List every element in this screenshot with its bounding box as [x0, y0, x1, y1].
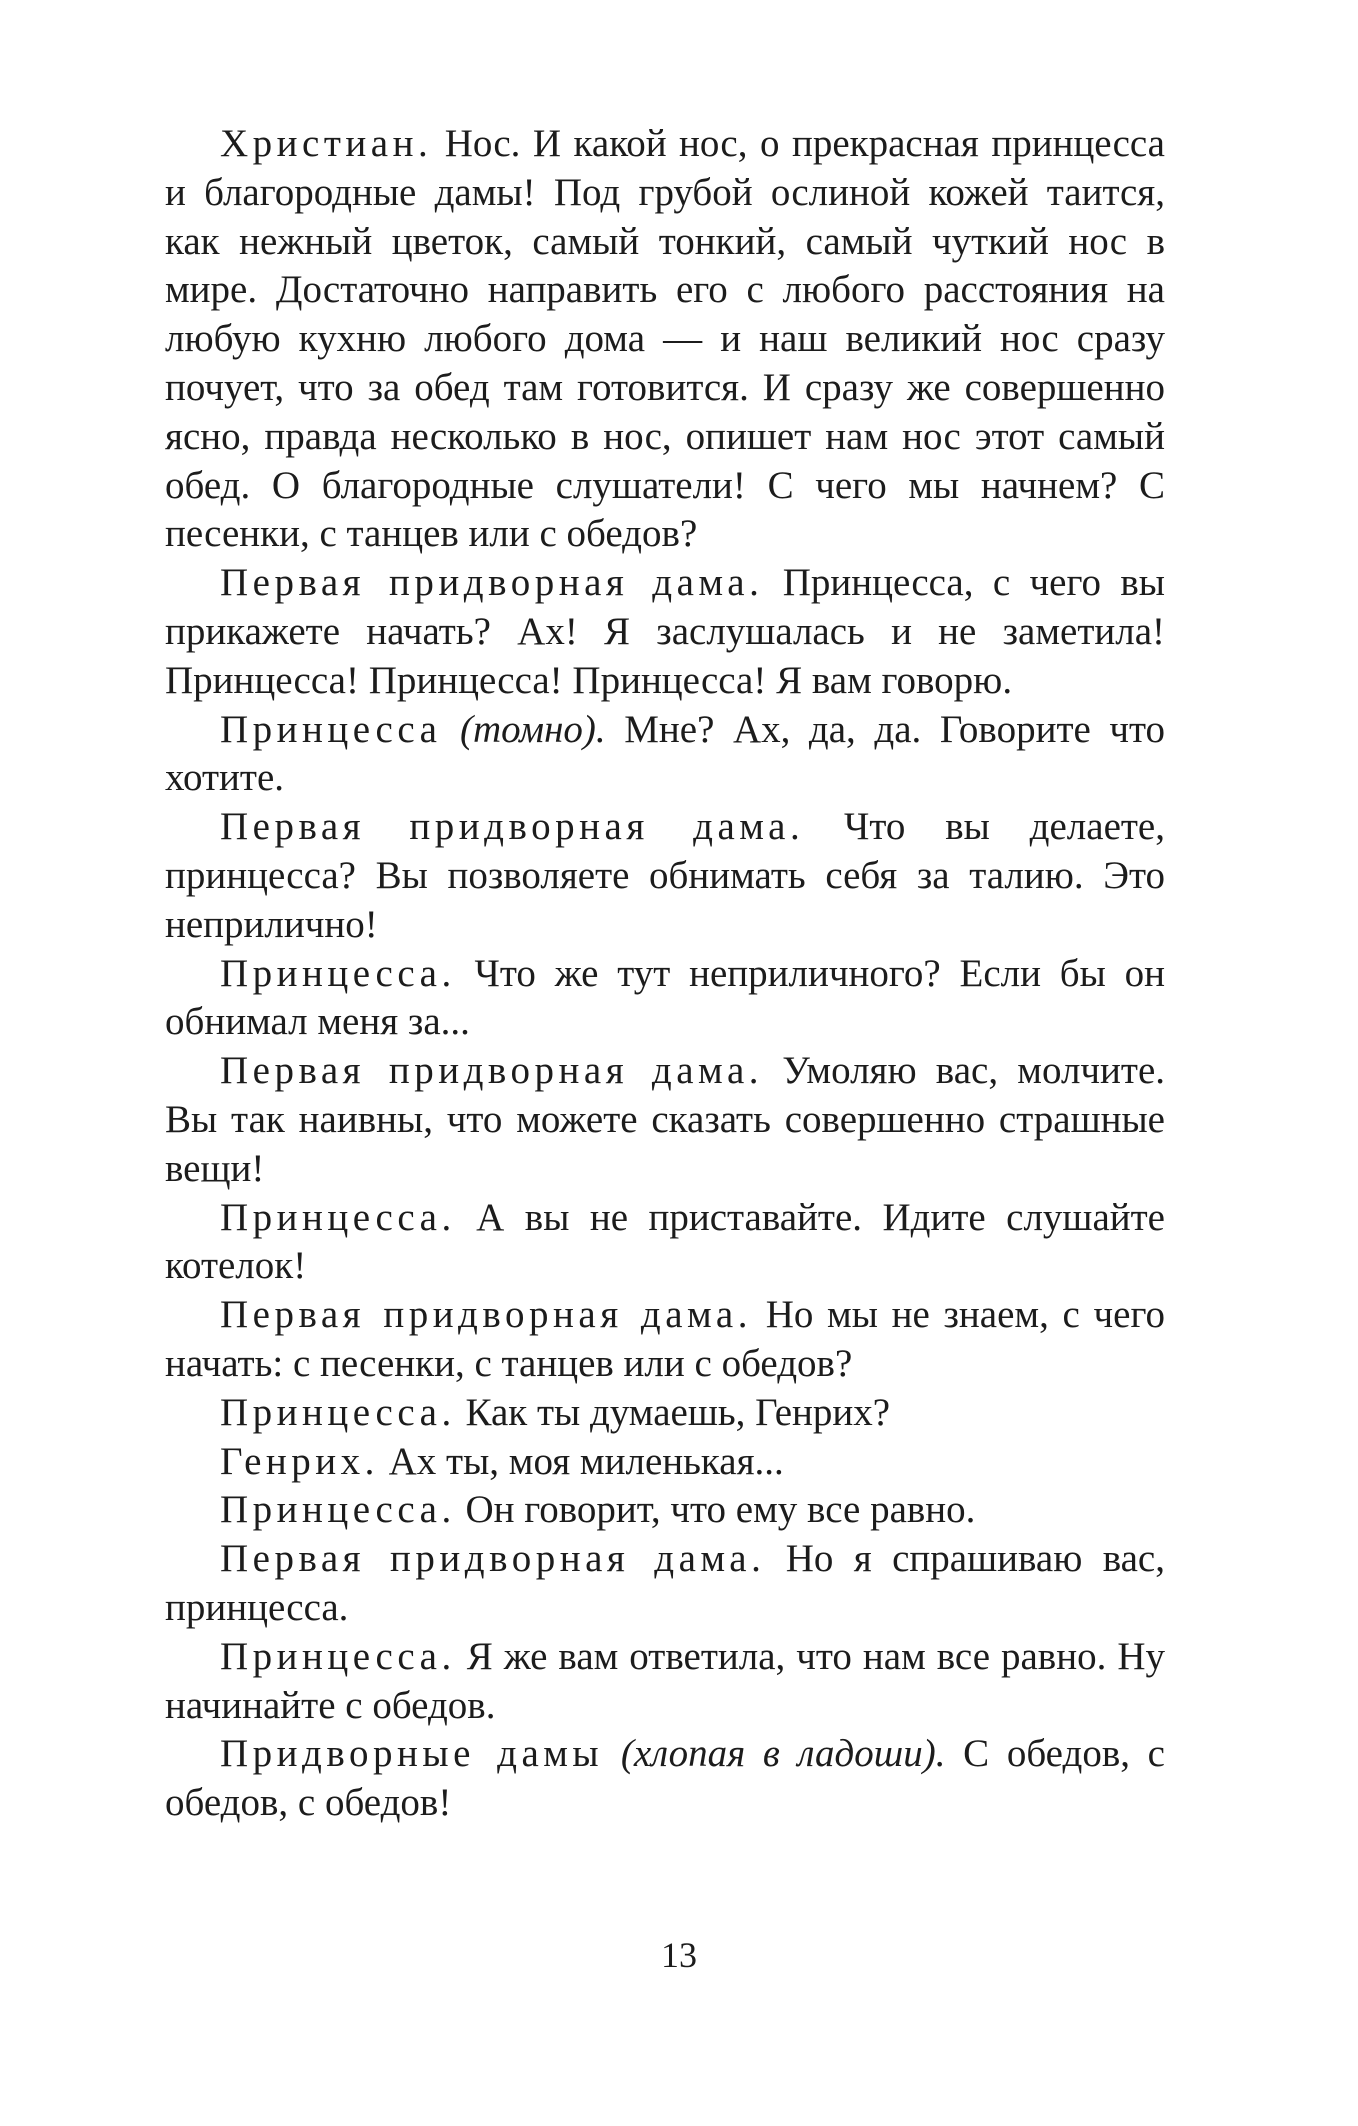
dialogue-text: Мне? Ах, да, да. Говорите что хотите.: [165, 707, 1166, 800]
dialogue-text: С обедов, с обедов, с обедов!: [165, 1732, 1165, 1825]
speaker-name: Христиан.: [220, 122, 433, 165]
paragraph: [165, 1389, 1165, 1438]
speaker-name: Принцесса.: [220, 1195, 456, 1239]
dialogue-text: Но мы не знаем, с чего начать: с песенки, с танцев или с обедов?: [165, 1293, 1165, 1385]
paragraph: [165, 1730, 1165, 1828]
page-text: [165, 120, 1165, 1828]
speaker-name: Принцесса.: [220, 1390, 456, 1434]
paragraph: [165, 1194, 1165, 1292]
paragraph: [165, 1486, 1165, 1535]
speaker-name: Принцесса: [220, 707, 442, 751]
dialogue-text: Принцесса, с чего вы прикажете начать? Ах! Я заслушалась и не заметила! Принцесса! Принцесса! Принцесса! Я вам говорю.: [165, 561, 1165, 702]
speaker-name: Первая придворная дама.: [220, 1293, 752, 1337]
dialogue-text: Я же вам ответила, что нам все равно. Ну начинайте с обедов.: [165, 1634, 1165, 1727]
dialogue-text: А вы не приставайте. Идите слушайте котелок!: [165, 1195, 1165, 1288]
stage-direction: (хлопая в ладоши).: [603, 1732, 946, 1776]
paragraph: [165, 120, 1165, 559]
paragraph: [165, 803, 1165, 949]
paragraph: [165, 559, 1165, 705]
paragraph: [165, 1633, 1165, 1731]
speaker-name: Принцесса.: [220, 1488, 456, 1532]
stage-direction: (томно).: [441, 707, 606, 751]
dialogue-text: Он говорит, что ему все равно.: [455, 1488, 976, 1532]
paragraph: [165, 1291, 1165, 1389]
paragraph: [165, 1535, 1165, 1633]
speaker-name: Первая придворная дама.: [220, 1537, 766, 1581]
speaker-name: Придворные дамы: [220, 1732, 604, 1776]
dialogue-text: Ах ты, моя миленькая...: [378, 1439, 784, 1483]
speaker-name: Принцесса.: [220, 951, 456, 995]
page-number: 13: [661, 1935, 697, 1975]
speaker-name: Первая придворная дама.: [220, 805, 805, 849]
paragraph: [165, 1438, 1165, 1487]
paragraph: [165, 706, 1165, 804]
paragraph: [165, 1047, 1165, 1193]
paragraph: [165, 950, 1165, 1048]
dialogue-text: Умоляю вас, молчите. Вы так наивны, что можете сказать совершенно страшные вещи!: [165, 1049, 1165, 1190]
dialogue-text: Как ты думаешь, Генрих?: [455, 1390, 891, 1434]
speaker-name: Первая придворная дама.: [220, 561, 764, 605]
speaker-name: Принцесса.: [220, 1634, 456, 1678]
speaker-name: Генрих.: [220, 1439, 379, 1483]
dialogue-text: Нос. И какой нос, о прекрасная принцесса и благородные дамы! Под грубой ослиной кожей таится, как нежный цветок, самый тонкий, самый чуткий нос в мире. Достаточно направить его с любого расстояния на любую кухню любого дома — и наш великий нос сразу почует, что за обед там готовится. И сразу же совершенно ясно, правда несколько в нос, опишет нам нос этот самый обед. О благородные слушатели! С чего мы начнем? С песенки, с танцев или с обедов?: [165, 122, 1165, 556]
dialogue-text: Но я спрашиваю вас, принцесса.: [165, 1537, 1165, 1629]
dialogue-text: Что вы делаете, принцесса? Вы позволяете обнимать себя за талию. Это неприлично!: [165, 805, 1165, 946]
speaker-name: Первая придворная дама.: [220, 1049, 764, 1093]
dialogue-text: Что же тут неприличного? Если бы он обнимал меня за...: [165, 951, 1165, 1044]
